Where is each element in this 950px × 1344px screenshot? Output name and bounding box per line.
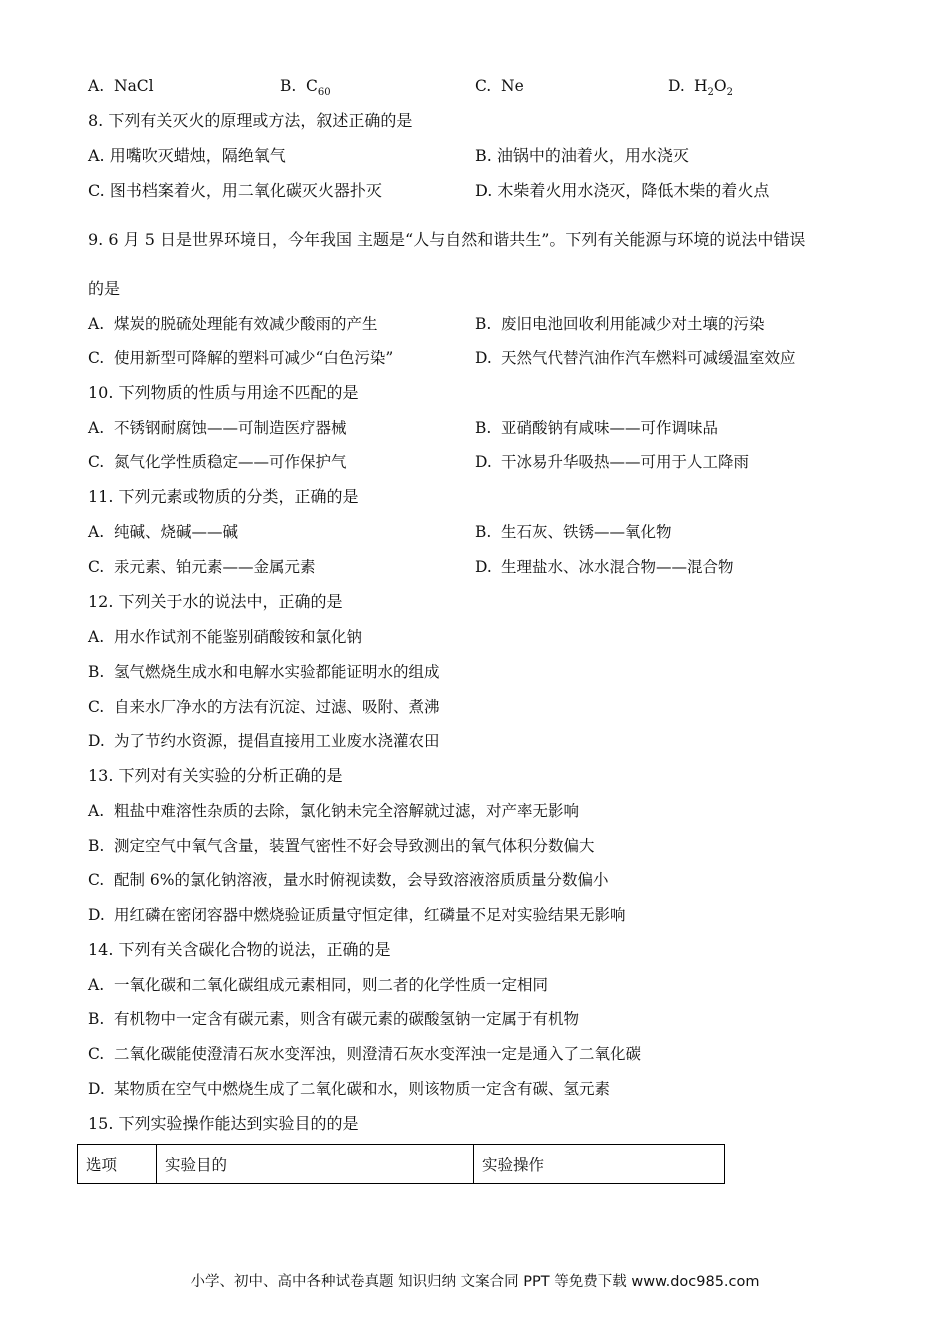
option-letter: B. <box>88 837 105 855</box>
q14-option-c <box>88 1044 641 1064</box>
option-letter: C. <box>88 698 105 716</box>
q12-option-d <box>88 731 440 751</box>
option-text: 煤炭的脱硫处理能有效减少酸雨的产生 <box>114 315 378 333</box>
q9-option-c <box>88 348 393 368</box>
option-text: C <box>306 77 318 95</box>
q7-option-c <box>475 76 524 96</box>
q13-option-a <box>88 801 579 821</box>
q11-option-c <box>88 557 316 577</box>
q14-option-d <box>88 1079 610 1099</box>
q12-option-b <box>88 662 440 682</box>
option-letter: A. <box>88 976 105 994</box>
q10-option-c <box>88 452 347 472</box>
option-text: 生理盐水、冰水混合物——混合物 <box>501 558 734 576</box>
option-text: 自来水厂净水的方法有沉淀、过滤、吸附、煮沸 <box>114 698 440 716</box>
q7-option-a <box>88 76 154 96</box>
option-text: 用水作试剂不能鉴别硝酸铵和氯化钠 <box>114 628 363 646</box>
q8-option-a: A. 用嘴吹灭蜡烛，隔绝氧气 <box>88 146 286 165</box>
option-letter: C. <box>88 349 105 367</box>
q10-option-a <box>88 418 347 438</box>
option-letter: C. <box>475 77 492 95</box>
q9-option-d <box>475 348 796 368</box>
option-letter: C. <box>88 453 105 471</box>
option-letter: A. <box>88 315 105 333</box>
experiment-table <box>77 1144 725 1184</box>
option-text: 有机物中一定含有碳元素，则含有碳元素的碳酸氢钠一定属于有机物 <box>114 1010 580 1028</box>
q8-option-c: C. 图书档案着火，用二氧化碳灭火器扑灭 <box>88 181 382 200</box>
option-text: Ne <box>501 77 524 95</box>
option-text: 氢气燃烧生成水和电解水实验都能证明水的组成 <box>114 663 440 681</box>
q14-option-a <box>88 975 548 995</box>
subscript: 60 <box>317 87 331 99</box>
option-text: 用红磷在密闭容器中燃烧验证质量守恒定律，红磷量不足对实验结果无影响 <box>114 906 626 924</box>
q11-option-a <box>88 522 238 542</box>
q9-option-a <box>88 314 378 334</box>
option-letter: A. <box>88 419 105 437</box>
q11-option-d <box>475 557 734 577</box>
option-text: 干冰易升华吸热——可用于人工降雨 <box>501 453 750 471</box>
table-header-option: 选项 <box>78 1145 157 1184</box>
q11-option-b <box>475 522 672 542</box>
q13-option-b <box>88 836 595 856</box>
option-letter: B. <box>475 419 492 437</box>
option-text: 一氧化碳和二氧化碳组成元素相同，则二者的化学性质一定相同 <box>114 976 549 994</box>
option-text: 测定空气中氧气含量，装置气密性不好会导致测出的氧气体积分数偏大 <box>114 837 595 855</box>
option-text: O <box>713 77 727 95</box>
option-text: 某物质在空气中燃烧生成了二氧化碳和水，则该物质一定含有碳、氢元素 <box>114 1080 611 1098</box>
q12-option-c <box>88 697 440 717</box>
option-letter: A. <box>88 802 105 820</box>
option-letter: B. <box>475 523 492 541</box>
q13-option-c <box>88 870 609 890</box>
option-text: 二氧化碳能使澄清石灰水变浑浊，则澄清石灰水变浑浊一定是通入了二氧化碳 <box>114 1045 642 1063</box>
q10-option-b <box>475 418 718 438</box>
table-header-row <box>78 1145 725 1184</box>
q13-stem: 13. 下列对有关实验的分析正确的是 <box>88 766 343 785</box>
option-letter: B. <box>280 77 297 95</box>
table-header-operation: 实验操作 <box>474 1145 725 1184</box>
option-letter: C. <box>88 558 105 576</box>
q11-stem: 11. 下列元素或物质的分类，正确的是 <box>88 487 359 506</box>
option-text: H <box>694 77 708 95</box>
q15-stem: 15. 下列实验操作能达到实验目的的是 <box>88 1114 359 1133</box>
option-letter: A. <box>88 523 105 541</box>
q10-option-d <box>475 452 749 472</box>
option-letter: B. <box>88 663 105 681</box>
option-letter: D. <box>475 349 492 367</box>
option-letter: D. <box>668 77 685 95</box>
option-letter: A. <box>88 628 105 646</box>
q9-option-b <box>475 314 765 334</box>
option-text: 使用新型可降解的塑料可减少“白色污染” <box>114 349 394 367</box>
q13-option-d <box>88 905 626 925</box>
option-text: 汞元素、铂元素——金属元素 <box>114 558 316 576</box>
q14-stem: 14. 下列有关含碳化合物的说法，正确的是 <box>88 940 391 959</box>
option-letter: B. <box>88 1010 105 1028</box>
option-letter: D. <box>88 732 105 750</box>
option-text: 氮气化学性质稳定——可作保护气 <box>114 453 347 471</box>
option-letter: D. <box>88 906 105 924</box>
option-letter: A. <box>88 77 105 95</box>
table-header-purpose: 实验目的 <box>157 1145 474 1184</box>
q8-option-d: D. 木柴着火用水浇灭，降低木柴的着火点 <box>475 181 770 200</box>
option-text: 配制 6%的氯化钠溶液，量水时俯视读数，会导致溶液溶质质量分数偏小 <box>114 871 609 889</box>
subscript: 2 <box>707 87 714 99</box>
option-text: 亚硝酸钠有咸味——可作调味品 <box>501 419 719 437</box>
option-letter: B. <box>475 315 492 333</box>
q8-stem: 8. 下列有关灭火的原理或方法，叙述正确的是 <box>88 111 413 130</box>
page-footer: 小学、初中、高中各种试卷真题 知识归纳 文案合同 PPT 等免费下载 www.doc985.com <box>190 1274 760 1290</box>
q14-option-b <box>88 1009 579 1029</box>
q12-stem: 12. 下列关于水的说法中，正确的是 <box>88 592 343 611</box>
option-text: 不锈钢耐腐蚀——可制造医疗器械 <box>114 419 347 437</box>
q10-stem: 10. 下列物质的性质与用途不匹配的是 <box>88 383 359 402</box>
option-letter: C. <box>88 871 105 889</box>
option-text: NaCl <box>114 77 154 95</box>
option-text: 粗盐中难溶性杂质的去除，氯化钠未完全溶解就过滤，对产率无影响 <box>114 802 580 820</box>
q7-option-b <box>280 76 331 103</box>
option-text: 纯碱、烧碱——碱 <box>114 523 239 541</box>
option-letter: C. <box>88 1045 105 1063</box>
option-text: 为了节约水资源，提倡直接用工业废水浇灌农田 <box>114 732 440 750</box>
q7-option-d <box>668 76 733 103</box>
option-text: 废旧电池回收利用能减少对土壤的污染 <box>501 315 765 333</box>
option-text: 天然气代替汽油作汽车燃料可减缓温室效应 <box>501 349 796 367</box>
option-letter: D. <box>475 453 492 471</box>
q12-option-a <box>88 627 362 647</box>
subscript: 2 <box>726 87 733 99</box>
option-letter: D. <box>475 558 492 576</box>
option-letter: D. <box>88 1080 105 1098</box>
option-text: 生石灰、铁锈——氧化物 <box>501 523 672 541</box>
q9-stem-line1: 9. 6 月 5 日是世界环境日，今年我国 主题是“人与自然和谐共生”。下列有关能源与环境的说法中错误 <box>88 230 806 249</box>
q8-option-b: B. 油锅中的油着火，用水浇灭 <box>475 146 689 165</box>
q9-stem-line2: 的是 <box>88 279 121 298</box>
